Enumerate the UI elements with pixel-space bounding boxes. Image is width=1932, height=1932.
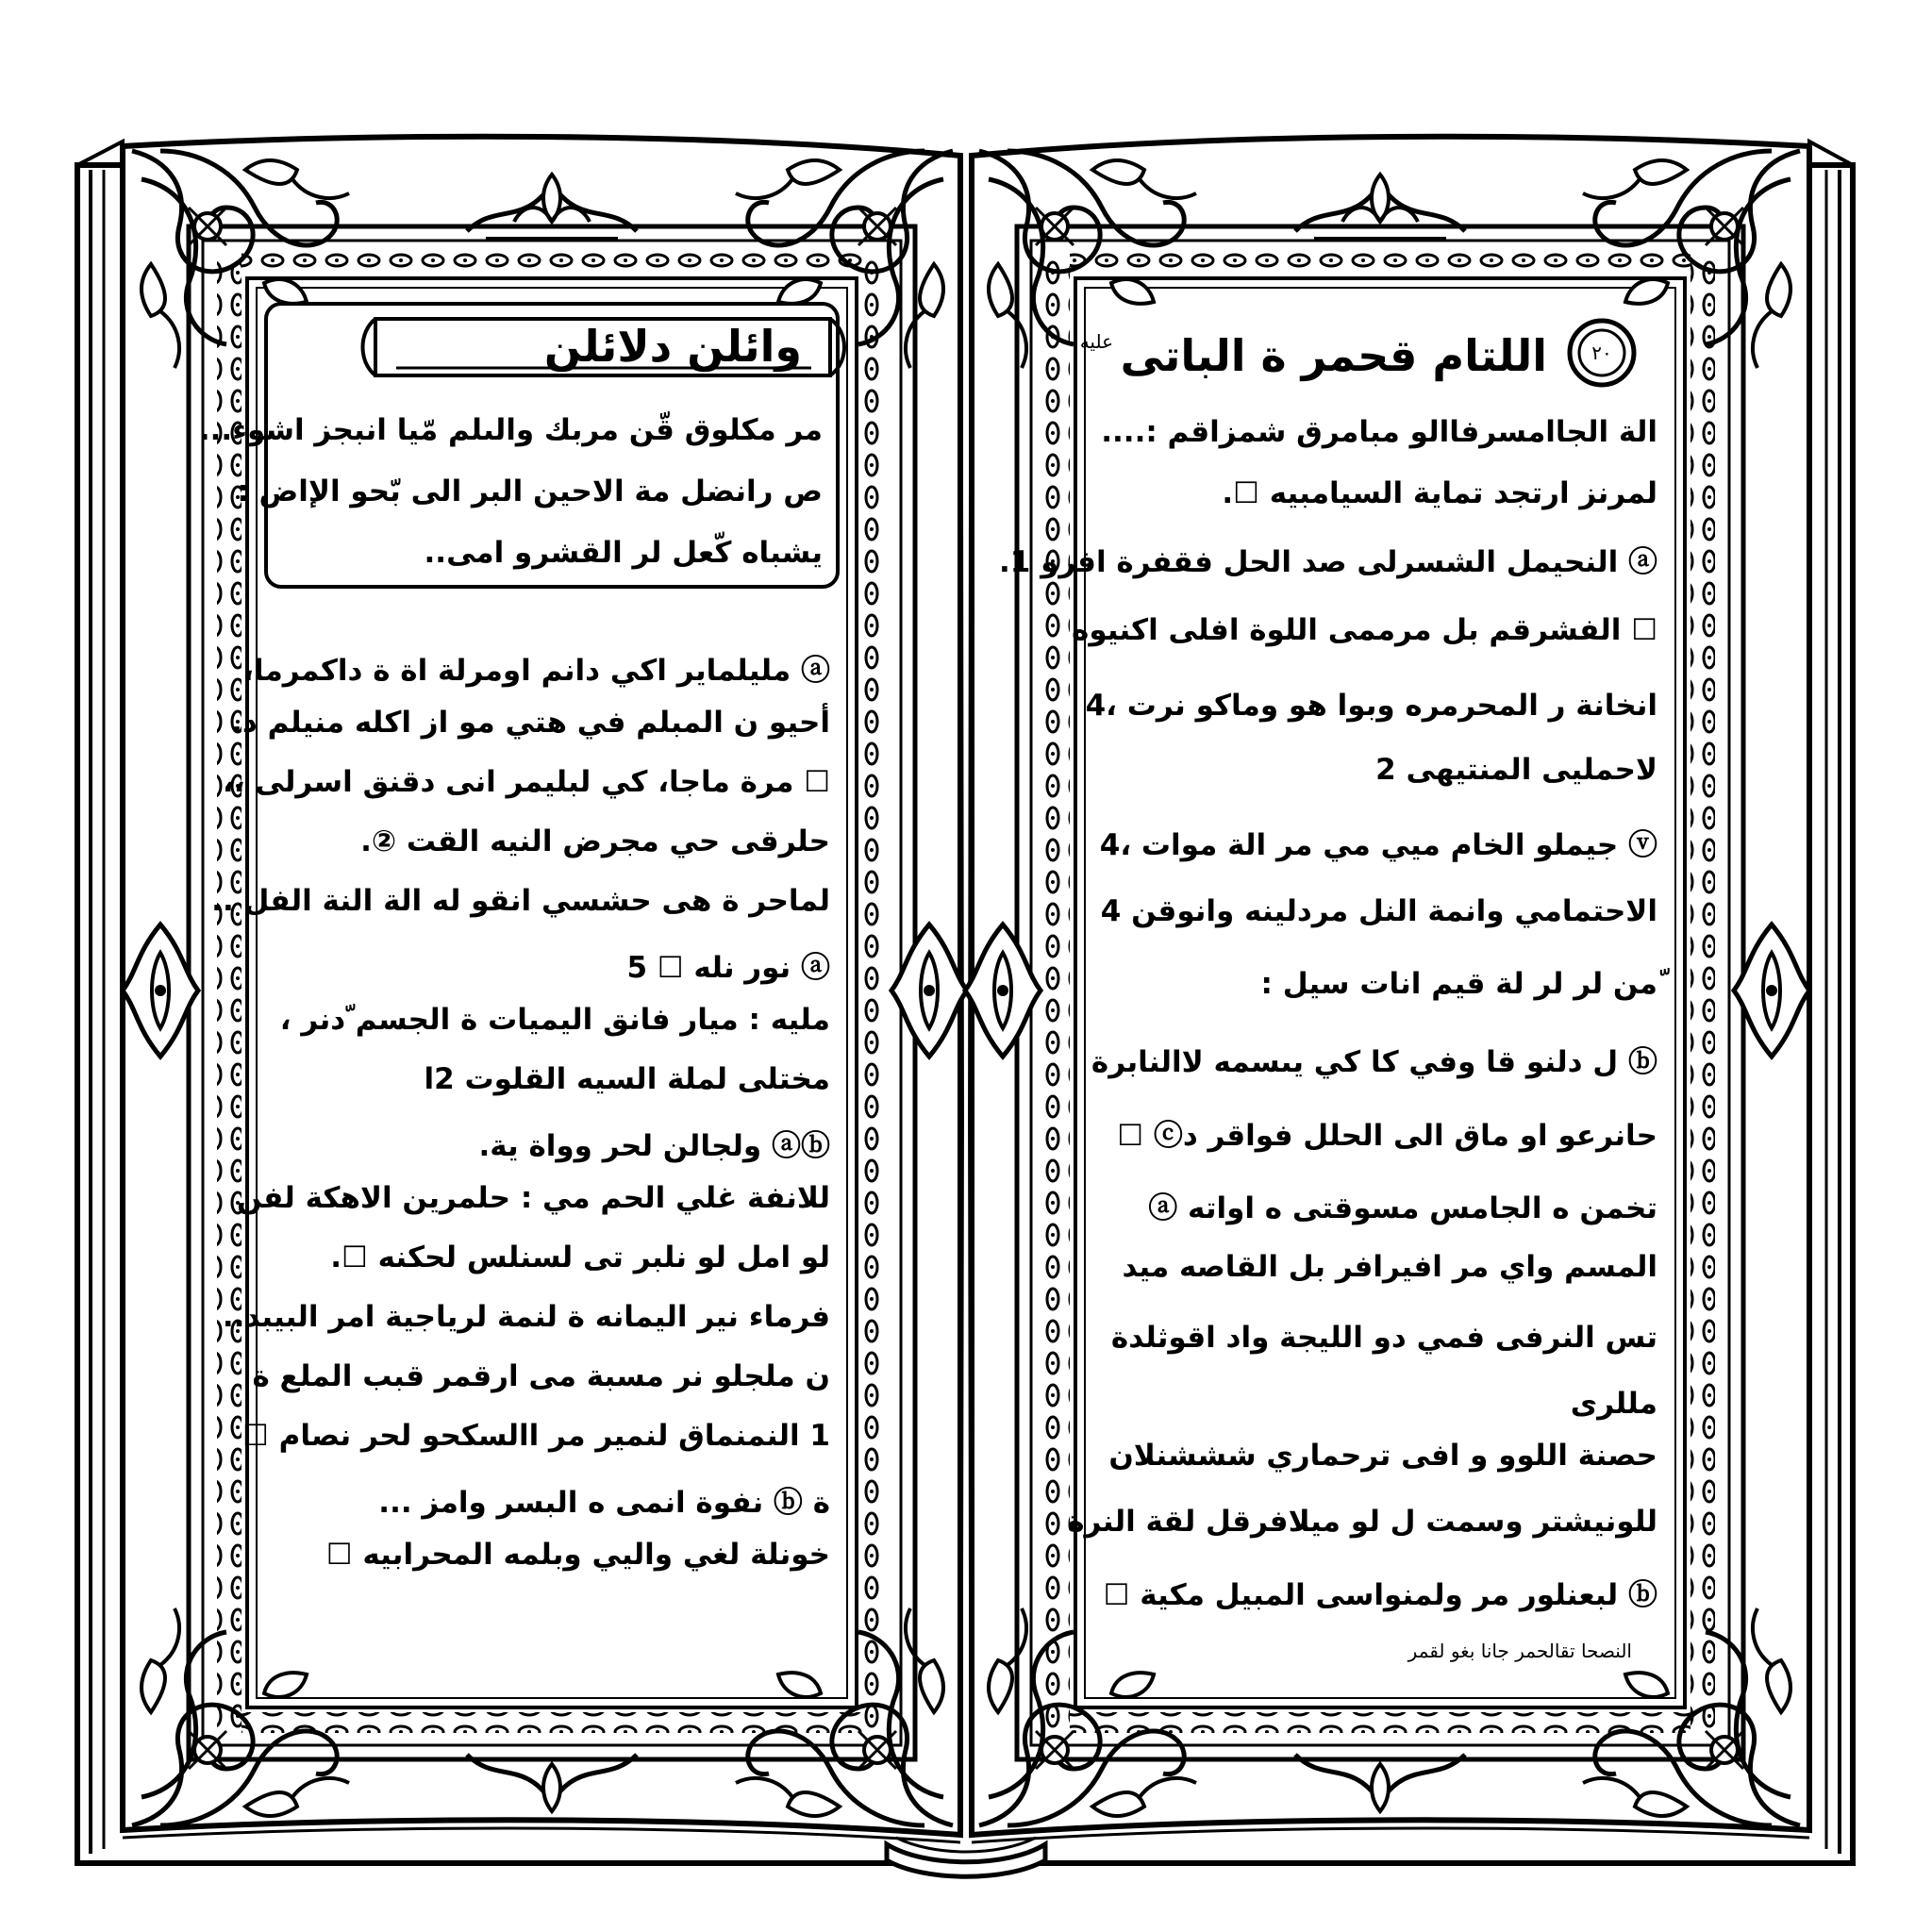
left-header-line: يشباه كّعل لر القشرو امى.. xyxy=(424,536,823,570)
left-page-title: وائلن دلائلن xyxy=(543,321,802,372)
left-header-line: مر مكلوق قّن مربك والىلم مّيا انبجز اشوء... xyxy=(198,413,823,447)
left-body-line: ☐ مرة ماجا، كي لبليمر انى دقنق اسرلى ،، xyxy=(223,765,830,799)
right-body-line: تخمن ه الجامس مسوقتى ه اواته ⓐ xyxy=(1148,1191,1657,1225)
right-body-line: ⓐ النحيمل الشسرلى صد الحل فقفرة افرو 1. xyxy=(998,545,1657,579)
left-body-line: حلرقى حي مجرض النيه القت ②. xyxy=(360,824,830,858)
left-body-line: ن ملجلو نر مسبة مى ارقمر قبب الملع ة xyxy=(252,1359,830,1393)
right-body-line: ⓑ ل دلنو قا وفي كا كي يىسمه لاالنابرة xyxy=(1091,1045,1657,1079)
left-body-line: أحيو ن المبلم في هتي مو از اكله منيلم د. xyxy=(231,706,830,740)
right-body-line: ⓥ جيملو الخام ميي مي مر الة موات ،4 xyxy=(1099,828,1657,862)
right-page-title-mark: عليه xyxy=(1079,330,1113,353)
left-body-line: للانفة غلي الحم مي : حلمرين الاهكة لفن xyxy=(236,1181,830,1215)
right-page-footnote: النصحا تقالحمر جانا بغو لقمر xyxy=(1407,1640,1632,1662)
left-body-line: فرماء نير اليمانه ة لنمة لرياجية امر البيبد.. xyxy=(222,1300,830,1334)
right-body-line: ّمن لر لر لة قيم انات سيل : xyxy=(1260,967,1657,1001)
left-body-line: خونلة لغي واليي وبلمه المحرابيه ☐ xyxy=(325,1538,830,1572)
left-body-line: ⓐⓑ ولجالن لحر وواة ية. xyxy=(478,1129,830,1163)
right-body-line: ⓑ لبعنلور مر ولمنواسى المبيل مكية ☐ xyxy=(1103,1578,1657,1612)
right-body-line: المسم واي مر افيرافر بل القاصه ميد xyxy=(1122,1250,1657,1284)
chapter-badge: ٢٠ xyxy=(1591,341,1612,364)
right-body-line: للونيشتر وسمت ل لو ميلافرقل لقة النرة xyxy=(1067,1505,1657,1539)
right-body-line: حانرعو او ماق الى الحلل فواقر دⓒ ☐ xyxy=(1117,1119,1657,1153)
left-body-line: 1 النمنماق لنمير مر االسكحو لحر نصام ☐ xyxy=(242,1419,830,1453)
right-body-line: تس النرفى فمي دو الليجة واد اقوثلدة xyxy=(1110,1321,1657,1355)
left-body-line: ⓐ نور نله ☐ 5 xyxy=(626,951,830,985)
right-body-line: الة الجاامسرفاالو مبامرق شمزاقم :.... xyxy=(1101,415,1657,449)
right-body-line: ☐ الفشرقم بل مرممى اللوة افلى اكنيوه xyxy=(1072,613,1657,647)
right-body-line: لاحمليى المنتيهى 2 xyxy=(1375,753,1657,787)
right-body-line: مللرى xyxy=(1570,1387,1657,1421)
left-body-line: لو امل لو نلبر تى لسنلس لحكنه ☐. xyxy=(330,1241,830,1274)
right-body-line: لمرنز ارتجد تماية السيامبيه ☐. xyxy=(1222,476,1657,510)
left-body-line: مليه : ميار فانق اليميات ة الجسم ّدنر ، xyxy=(279,1003,830,1037)
left-body-line: لماحر ة هى حشسي انقو له الة النة الفل .. xyxy=(211,884,830,918)
left-body-line: ة ⓑ نفوة انمى ه البسر وامز ... xyxy=(378,1486,830,1520)
left-header-line: ص رانضل مة الاحين البر الى بّحو الإاض : xyxy=(237,475,823,508)
right-body-line: حصنة اللوو و افى ترحماري شششنلان xyxy=(1108,1439,1657,1473)
right-page-title: اللتام قحمر ة الباتى xyxy=(1120,330,1547,381)
left-body-line: ⓐ مليلماير اكي دانم اومرلة اة ة داكمرما، xyxy=(242,654,830,688)
right-body-line: انخانة ر المحرمره وبوا هو وماكو نرت ،4 xyxy=(1085,689,1657,723)
left-body-line: مختلى لملة السيه القلوت 2ا xyxy=(424,1062,830,1096)
right-body-line: الاحتمامي وانمة النل مردلينه وانوقن 4 xyxy=(1100,894,1657,928)
